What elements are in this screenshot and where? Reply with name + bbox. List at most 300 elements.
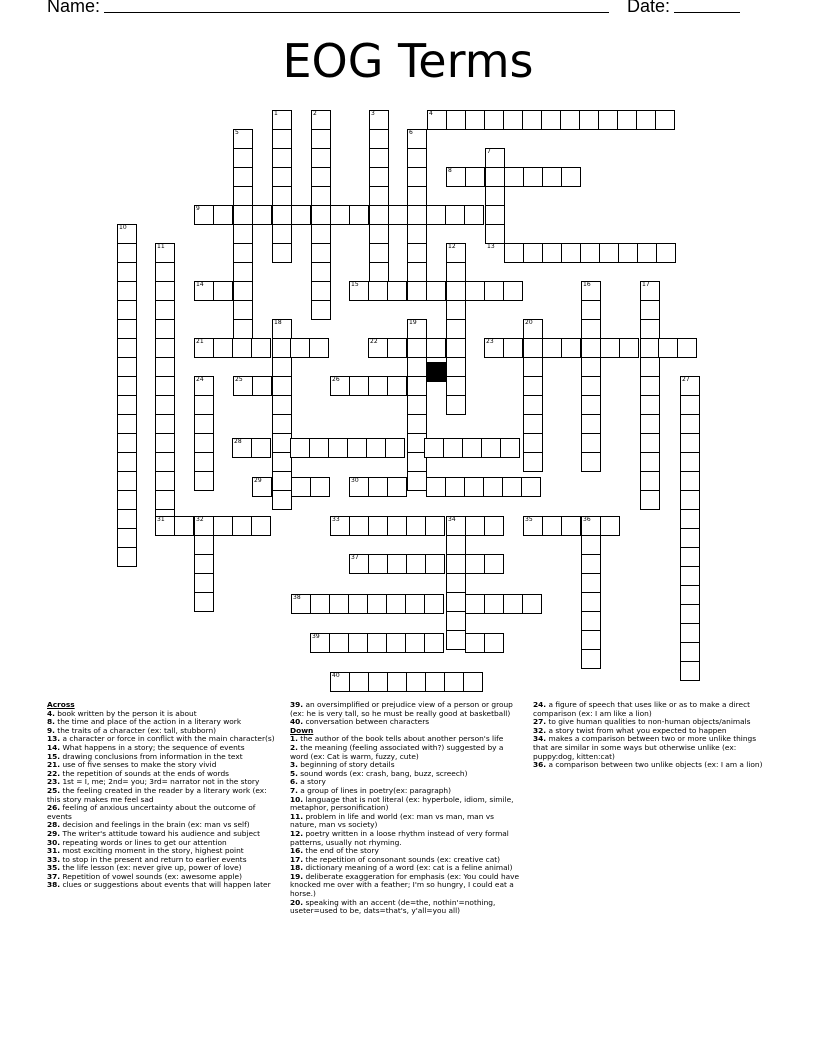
grid-cell[interactable]: [640, 319, 660, 339]
grid-cell[interactable]: [484, 516, 504, 536]
grid-cell[interactable]: [272, 148, 292, 168]
grid-cell[interactable]: [561, 338, 581, 358]
grid-cell[interactable]: [155, 376, 175, 396]
grid-cell[interactable]: [424, 438, 444, 458]
grid-cell[interactable]: [213, 338, 233, 358]
grid-cell[interactable]: [523, 414, 543, 434]
grid-cell[interactable]: [367, 594, 387, 614]
grid-cell[interactable]: [581, 649, 601, 669]
grid-cell[interactable]: [291, 205, 311, 225]
grid-cell[interactable]: [656, 243, 676, 263]
grid-cell[interactable]: [369, 186, 389, 206]
grid-cell[interactable]: [465, 633, 485, 653]
grid-cell[interactable]: [387, 516, 407, 536]
grid-cell[interactable]: [117, 395, 137, 415]
grid-cell[interactable]: [329, 594, 349, 614]
grid-cell[interactable]: [117, 509, 137, 529]
grid-cell[interactable]: [194, 414, 214, 434]
grid-cell[interactable]: [680, 585, 700, 605]
grid-cell[interactable]: [407, 148, 427, 168]
grid-cell[interactable]: [387, 281, 407, 301]
grid-cell[interactable]: [636, 110, 656, 130]
grid-cell[interactable]: [561, 516, 581, 536]
grid-cell[interactable]: [233, 167, 253, 187]
grid-cell[interactable]: [233, 281, 253, 301]
grid-cell[interactable]: [155, 433, 175, 453]
grid-cell[interactable]: [561, 167, 581, 187]
grid-cell[interactable]: [464, 205, 484, 225]
grid-cell[interactable]: [680, 547, 700, 567]
grid-cell[interactable]: [406, 516, 426, 536]
grid-cell[interactable]: [598, 110, 618, 130]
grid-cell[interactable]: [640, 338, 660, 358]
grid-cell[interactable]: [465, 554, 485, 574]
grid-cell[interactable]: [272, 338, 292, 358]
grid-cell[interactable]: [194, 452, 214, 472]
grid-cell[interactable]: [680, 661, 700, 681]
grid-cell[interactable]: [349, 672, 369, 692]
grid-cell[interactable]: [407, 186, 427, 206]
grid-cell[interactable]: [680, 604, 700, 624]
grid-cell[interactable]: [155, 281, 175, 301]
grid-cell[interactable]: [500, 438, 520, 458]
grid-cell[interactable]: [368, 516, 388, 536]
grid-cell[interactable]: [560, 110, 580, 130]
grid-cell[interactable]: [194, 573, 214, 593]
grid-cell[interactable]: [504, 243, 524, 263]
grid-cell[interactable]: [347, 438, 367, 458]
grid-cell[interactable]: [485, 205, 505, 225]
grid-cell[interactable]: [385, 438, 405, 458]
grid-cell[interactable]: [655, 110, 675, 130]
clue-item: 8. the time and place of the action in a literary work: [47, 717, 242, 727]
grid-cell[interactable]: [407, 357, 427, 377]
grid-cell[interactable]: [581, 357, 601, 377]
grid-cell[interactable]: [117, 433, 137, 453]
grid-cell[interactable]: [426, 477, 446, 497]
grid-cell[interactable]: [446, 592, 466, 612]
grid-cell[interactable]: [272, 433, 292, 453]
grid-cell[interactable]: [309, 338, 329, 358]
grid-cell[interactable]: [640, 376, 660, 396]
grid-cell[interactable]: [523, 357, 543, 377]
grid-cell[interactable]: [502, 477, 522, 497]
grid-cell[interactable]: [481, 438, 501, 458]
grid-cell[interactable]: [463, 672, 483, 692]
grid-cell[interactable]: [424, 633, 444, 653]
grid-cell[interactable]: [387, 672, 407, 692]
grid-cell[interactable]: [251, 516, 271, 536]
grid-cell[interactable]: [272, 243, 292, 263]
grid-cell[interactable]: [329, 633, 349, 653]
grid-cell[interactable]: [174, 516, 194, 536]
clue-item: 10. language that is not literal (ex: hyperbole, idiom, simile, metaphor, personification): [290, 794, 514, 813]
grid-cell[interactable]: [425, 516, 445, 536]
grid-cell[interactable]: [581, 611, 601, 631]
grid-cell[interactable]: [677, 338, 697, 358]
grid-cell[interactable]: [483, 477, 503, 497]
grid-cell[interactable]: [446, 338, 466, 358]
grid-cell[interactable]: [311, 300, 331, 320]
grid-cell[interactable]: [406, 672, 426, 692]
grid-cell[interactable]: [309, 438, 329, 458]
grid-cell[interactable]: [484, 281, 504, 301]
grid-cell[interactable]: [368, 281, 388, 301]
grid-cell[interactable]: [581, 535, 601, 555]
grid-cell[interactable]: [581, 338, 601, 358]
grid-cell[interactable]: [680, 623, 700, 643]
grid-cell[interactable]: [272, 414, 292, 434]
grid-cell[interactable]: [369, 167, 389, 187]
grid-cell[interactable]: [542, 338, 562, 358]
grid-cell[interactable]: [444, 672, 464, 692]
grid-cell[interactable]: [579, 110, 599, 130]
grid-cell[interactable]: [369, 243, 389, 263]
grid-cell[interactable]: [232, 516, 252, 536]
grid-cell[interactable]: [369, 129, 389, 149]
grid-cell[interactable]: [522, 110, 542, 130]
grid-cell[interactable]: [640, 395, 660, 415]
grid-cell[interactable]: [368, 477, 388, 497]
clue-item: 14. What happens in a story; the sequence of events: [47, 742, 245, 752]
grid-cell[interactable]: [311, 224, 331, 244]
clue-label: 10.: [290, 794, 304, 804]
grid-cell[interactable]: [485, 167, 505, 187]
grid-cell[interactable]: [387, 376, 407, 396]
grid-cell[interactable]: [425, 672, 445, 692]
grid-cell[interactable]: [426, 338, 446, 358]
grid-cell[interactable]: [542, 243, 562, 263]
grid-cell[interactable]: [194, 535, 214, 555]
grid-cell[interactable]: [117, 414, 137, 434]
grid-cell[interactable]: [117, 319, 137, 339]
grid-cell[interactable]: [117, 490, 137, 510]
grid-cell[interactable]: [464, 477, 484, 497]
grid-cell[interactable]: [446, 300, 466, 320]
grid-cell[interactable]: [272, 452, 292, 472]
grid-cell[interactable]: [213, 516, 233, 536]
grid-cell[interactable]: [462, 438, 482, 458]
grid-cell[interactable]: [446, 535, 466, 555]
grid-cell[interactable]: [366, 438, 386, 458]
grid-cell[interactable]: [407, 262, 427, 282]
grid-cell[interactable]: [426, 205, 446, 225]
grid-cell[interactable]: [233, 319, 253, 339]
grid-cell[interactable]: [521, 477, 541, 497]
grid-cell[interactable]: [311, 129, 331, 149]
grid-cell[interactable]: [386, 594, 406, 614]
grid-cell[interactable]: [640, 452, 660, 472]
grid-cell[interactable]: [387, 477, 407, 497]
grid-cell[interactable]: [233, 262, 253, 282]
grid-cell[interactable]: [233, 224, 253, 244]
grid-cell[interactable]: [484, 110, 504, 130]
grid-cell[interactable]: [446, 319, 466, 339]
grid-cell[interactable]: [117, 300, 137, 320]
grid-cell[interactable]: [233, 300, 253, 320]
grid-cell[interactable]: [504, 167, 524, 187]
grid-cell[interactable]: [465, 281, 485, 301]
grid-cell[interactable]: [503, 594, 523, 614]
grid-cell[interactable]: [407, 167, 427, 187]
grid-cell[interactable]: [194, 554, 214, 574]
grid-cell[interactable]: [369, 205, 389, 225]
grid-cell[interactable]: [349, 376, 369, 396]
grid-cell[interactable]: [232, 338, 252, 358]
grid-cell[interactable]: [581, 395, 601, 415]
grid-cell[interactable]: [640, 414, 660, 434]
grid-cell[interactable]: [680, 395, 700, 415]
grid-cell[interactable]: [446, 611, 466, 631]
grid-cell[interactable]: [311, 186, 331, 206]
clue-number: 22: [370, 338, 378, 345]
grid-cell[interactable]: [446, 281, 466, 301]
grid-cell[interactable]: [213, 281, 233, 301]
grid-cell[interactable]: [310, 477, 330, 497]
grid-cell[interactable]: [465, 594, 485, 614]
grid-cell[interactable]: [680, 509, 700, 529]
grid-cell[interactable]: [310, 594, 330, 614]
grid-cell[interactable]: [523, 376, 543, 396]
grid-cell[interactable]: [618, 243, 638, 263]
grid-cell[interactable]: [251, 438, 271, 458]
grid-cell[interactable]: [117, 452, 137, 472]
grid-cell[interactable]: [117, 262, 137, 282]
grid-cell[interactable]: [680, 471, 700, 491]
grid-cell[interactable]: [542, 167, 562, 187]
grid-cell[interactable]: [485, 224, 505, 244]
grid-cell[interactable]: [328, 438, 348, 458]
grid-cell[interactable]: [155, 319, 175, 339]
grid-cell[interactable]: [446, 630, 466, 650]
grid-cell[interactable]: [407, 376, 427, 396]
grid-cell[interactable]: [600, 516, 620, 536]
grid-cell[interactable]: [369, 148, 389, 168]
grid-cell[interactable]: [465, 110, 485, 130]
grid-cell[interactable]: [387, 554, 407, 574]
grid-cell[interactable]: [311, 205, 331, 225]
grid-cell[interactable]: [542, 516, 562, 536]
grid-cell[interactable]: [581, 554, 601, 574]
grid-cell[interactable]: [581, 592, 601, 612]
grid-cell[interactable]: [445, 205, 465, 225]
grid-cell[interactable]: [680, 452, 700, 472]
grid-cell[interactable]: [522, 594, 542, 614]
grid-cell[interactable]: [446, 573, 466, 593]
grid-cell[interactable]: [117, 338, 137, 358]
grid-cell[interactable]: [581, 452, 601, 472]
grid-cell[interactable]: [680, 490, 700, 510]
grid-cell[interactable]: [348, 594, 368, 614]
grid-cell[interactable]: [272, 357, 292, 377]
grid-cell[interactable]: [680, 528, 700, 548]
grid-cell[interactable]: [637, 243, 657, 263]
grid-cell[interactable]: [523, 452, 543, 472]
grid-cell[interactable]: [117, 243, 137, 263]
grid-cell[interactable]: [233, 148, 253, 168]
grid-cell[interactable]: [311, 262, 331, 282]
grid-cell[interactable]: [272, 186, 292, 206]
grid-cell[interactable]: [388, 205, 408, 225]
grid-cell[interactable]: [290, 438, 310, 458]
grid-cell[interactable]: [407, 414, 427, 434]
grid-cell[interactable]: [367, 633, 387, 653]
grid-cell[interactable]: [117, 547, 137, 567]
clue-item: 15. drawing conclusions from information in the text: [47, 751, 243, 761]
grid-cell[interactable]: [272, 129, 292, 149]
grid-cell[interactable]: [617, 110, 637, 130]
grid-cell[interactable]: [117, 528, 137, 548]
grid-cell[interactable]: [680, 566, 700, 586]
grid-cell[interactable]: [446, 395, 466, 415]
grid-cell[interactable]: [581, 319, 601, 339]
grid-cell[interactable]: [503, 110, 523, 130]
grid-cell[interactable]: [155, 490, 175, 510]
grid-cell[interactable]: [446, 110, 466, 130]
grid-cell[interactable]: [155, 262, 175, 282]
grid-cell[interactable]: [272, 167, 292, 187]
grid-cell[interactable]: [581, 573, 601, 593]
grid-cell[interactable]: [680, 642, 700, 662]
grid-cell[interactable]: [446, 262, 466, 282]
grid-cell[interactable]: [561, 243, 581, 263]
grid-cell[interactable]: [406, 554, 426, 574]
grid-cell[interactable]: [658, 338, 678, 358]
grid-cell[interactable]: [272, 205, 292, 225]
grid-cell[interactable]: [640, 490, 660, 510]
grid-cell[interactable]: [680, 414, 700, 434]
grid-cell[interactable]: [523, 433, 543, 453]
grid-cell[interactable]: [233, 186, 253, 206]
grid-cell[interactable]: [599, 243, 619, 263]
grid-cell[interactable]: [523, 395, 543, 415]
grid-cell[interactable]: [117, 281, 137, 301]
grid-cell[interactable]: [155, 414, 175, 434]
grid-cell[interactable]: [581, 414, 601, 434]
grid-cell[interactable]: [233, 205, 253, 225]
grid-cell[interactable]: [426, 281, 446, 301]
grid-cell[interactable]: [369, 262, 389, 282]
grid-cell[interactable]: [581, 433, 601, 453]
grid-cell[interactable]: [405, 594, 425, 614]
grid-cell[interactable]: [311, 148, 331, 168]
grid-cell[interactable]: [580, 243, 600, 263]
grid-cell[interactable]: [484, 554, 504, 574]
grid-cell[interactable]: [155, 395, 175, 415]
grid-cell[interactable]: [117, 357, 137, 377]
grid-cell[interactable]: [213, 205, 233, 225]
grid-cell[interactable]: [348, 633, 368, 653]
grid-cell[interactable]: [233, 243, 253, 263]
grid-cell[interactable]: [272, 376, 292, 396]
grid-cell[interactable]: [619, 338, 639, 358]
grid-cell[interactable]: [155, 338, 175, 358]
grid-cell[interactable]: [581, 300, 601, 320]
grid-cell[interactable]: [272, 395, 292, 415]
grid-cell[interactable]: [272, 224, 292, 244]
grid-cell[interactable]: [680, 433, 700, 453]
grid-cell[interactable]: [369, 224, 389, 244]
grid-cell[interactable]: [349, 516, 369, 536]
grid-cell[interactable]: [272, 490, 292, 510]
grid-cell[interactable]: [640, 357, 660, 377]
grid-cell[interactable]: [272, 471, 292, 491]
grid-cell[interactable]: [407, 471, 427, 491]
grid-cell[interactable]: [425, 554, 445, 574]
grid-cell[interactable]: [290, 338, 310, 358]
grid-cell[interactable]: [155, 357, 175, 377]
grid-cell[interactable]: [581, 630, 601, 650]
clue-item: 5. sound words (ex: crash, bang, buzz, screech): [290, 768, 468, 778]
grid-cell[interactable]: [368, 376, 388, 396]
grid-cell[interactable]: [485, 186, 505, 206]
grid-cell[interactable]: [640, 471, 660, 491]
grid-cell[interactable]: [640, 300, 660, 320]
grid-cell[interactable]: [252, 376, 272, 396]
grid-cell[interactable]: [194, 592, 214, 612]
grid-cell[interactable]: [446, 376, 466, 396]
grid-cell[interactable]: [407, 281, 427, 301]
grid-cell[interactable]: [407, 338, 427, 358]
grid-cell[interactable]: [523, 167, 543, 187]
grid-cell[interactable]: [484, 633, 504, 653]
grid-cell[interactable]: [484, 594, 504, 614]
grid-cell[interactable]: [387, 338, 407, 358]
grid-cell[interactable]: [155, 452, 175, 472]
grid-cell[interactable]: [251, 338, 271, 358]
grid-cell[interactable]: [523, 338, 543, 358]
grid-cell[interactable]: [155, 471, 175, 491]
grid-cell[interactable]: [291, 477, 311, 497]
grid-cell[interactable]: [311, 281, 331, 301]
grid-cell[interactable]: [407, 205, 427, 225]
grid-cell[interactable]: [503, 281, 523, 301]
grid-cell[interactable]: [407, 243, 427, 263]
grid-cell[interactable]: [117, 471, 137, 491]
grid-cell[interactable]: [503, 338, 523, 358]
grid-cell[interactable]: [349, 205, 369, 225]
grid-cell[interactable]: [407, 395, 427, 415]
grid-cell[interactable]: [407, 224, 427, 244]
grid-cell[interactable]: [445, 477, 465, 497]
grid-cell[interactable]: [368, 672, 388, 692]
grid-cell[interactable]: [465, 167, 485, 187]
grid-cell[interactable]: [446, 357, 466, 377]
grid-cell[interactable]: [368, 554, 388, 574]
grid-cell[interactable]: [465, 516, 485, 536]
grid-cell[interactable]: [424, 594, 444, 614]
grid-cell[interactable]: [194, 471, 214, 491]
grid-cell[interactable]: [311, 167, 331, 187]
grid-cell[interactable]: [443, 438, 463, 458]
grid-cell[interactable]: [600, 338, 620, 358]
grid-cell[interactable]: [405, 633, 425, 653]
grid-cell[interactable]: [252, 205, 272, 225]
grid-cell[interactable]: [523, 243, 543, 263]
grid-cell[interactable]: [117, 376, 137, 396]
grid-cell[interactable]: [541, 110, 561, 130]
clue-item: 25. the feeling created in the reader by a literary work (ex: this story makes me feel sad: [47, 785, 267, 804]
grid-cell[interactable]: [640, 433, 660, 453]
grid-cell[interactable]: [581, 376, 601, 396]
grid-cell[interactable]: [311, 243, 331, 263]
grid-cell[interactable]: [194, 395, 214, 415]
grid-cell[interactable]: [446, 554, 466, 574]
grid-cell[interactable]: [155, 300, 175, 320]
grid-cell[interactable]: [330, 205, 350, 225]
grid-cell[interactable]: [386, 633, 406, 653]
grid-cell[interactable]: [194, 433, 214, 453]
